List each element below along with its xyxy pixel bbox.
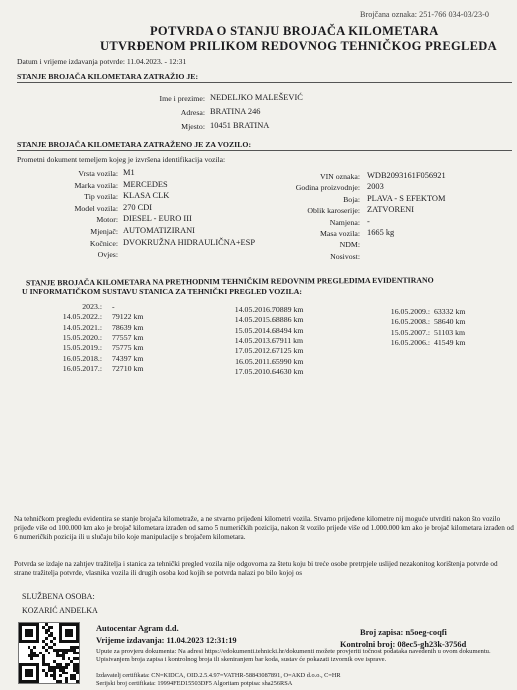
history-date: 14.05.2015.: bbox=[234, 315, 274, 325]
history-km: 72710 km bbox=[112, 363, 144, 373]
vehicle-field-label: Motor: bbox=[96, 215, 118, 225]
vehicle-field-label: Godina proizvodnje: bbox=[295, 183, 360, 193]
vehicle-field-value: - bbox=[367, 216, 370, 226]
history-km: - bbox=[112, 302, 115, 311]
history-km: 58640 km bbox=[434, 317, 466, 327]
vehicle-field-label: Kočnice: bbox=[89, 238, 118, 248]
vehicle-field-value: DVOKRUŽNA HIDRAULIČNA+ESP bbox=[123, 237, 255, 247]
history-km: 74397 km bbox=[112, 353, 144, 363]
certificate-serial: Serijski broj certifikata: 19994FED15503DF5 Algoritam potpisa: sha256RSA bbox=[96, 680, 293, 687]
history-date: 2023.: bbox=[82, 302, 102, 311]
history-km: 77557 km bbox=[112, 332, 144, 342]
vehicle-field-value: DIESEL - EURO III bbox=[123, 214, 192, 224]
vehicle-field-value: AUTOMATIZIRANI bbox=[123, 226, 195, 235]
history-date: 14.05.2013.: bbox=[234, 335, 274, 345]
history-km: 79122 km bbox=[112, 312, 144, 322]
document-title-line1: POTVRDA O STANJU BROJAČA KILOMETARA bbox=[150, 24, 439, 38]
history-date: 17.05.2010.: bbox=[234, 366, 274, 376]
vehicle-field-value: 1665 kg bbox=[367, 228, 395, 237]
vehicle-field-label: Boja: bbox=[343, 194, 360, 204]
history-date: 14.05.2021.: bbox=[62, 322, 102, 332]
section-divider bbox=[17, 82, 512, 83]
history-km: 78639 km bbox=[112, 322, 144, 332]
vehicle-field-label: NDM: bbox=[339, 240, 360, 250]
control-number: Kontrolni broj: 08ec5-gh23k-3756d bbox=[340, 640, 467, 649]
official-name: KOZARIĆ ANĐELKA bbox=[22, 606, 98, 615]
address-value: BRATINA 246 bbox=[210, 107, 261, 116]
history-km: 68494 km bbox=[272, 325, 304, 335]
vehicle-field-label: Ovjes: bbox=[97, 250, 118, 260]
history-title-line1: STANJE BROJAČA KILOMETARA NA PRETHODNIM TEHNIČKIM REDOVNIM PREGLEDIMA EVIDENTIRANO bbox=[25, 275, 434, 288]
history-date: 16.05.2017.: bbox=[62, 363, 102, 373]
note-paragraph-2: Potvrda se izdaje na zahtjev tražitelja i stanica za tehnički pregled vozila nije odgovorna za štetu koju bi treće osobe pretrpjele uslijed nezakonitog korištenja potvrde od strane tražitelja potvrde, vlasnika vozila ili drugih osoba kod kojih se potvrda nalazi po bilo kojoj os bbox=[14, 560, 498, 578]
history-km: 68886 km bbox=[272, 315, 304, 325]
requester-section-title: STANJE BROJAČA KILOMETARA ZATRAŽIO JE: bbox=[17, 72, 199, 81]
history-date: 15.05.2007.: bbox=[390, 327, 430, 337]
vehicle-field-value: ZATVORENI bbox=[367, 205, 414, 215]
history-km: 67125 km bbox=[272, 346, 304, 356]
vehicle-section-title: STANJE BROJAČA KILOMETARA ZATRAŽENO JE ZA VOZILO: bbox=[17, 140, 252, 149]
qr-code bbox=[18, 622, 80, 684]
history-date: 15.05.2014.: bbox=[234, 325, 274, 335]
history-date: 16.05.2006.: bbox=[390, 337, 430, 347]
history-km: 75775 km bbox=[112, 343, 144, 353]
history-km: 64630 km bbox=[272, 366, 304, 376]
vehicle-field-value: 270 CDI bbox=[123, 202, 153, 212]
vehicle-field-label: Marka vozila: bbox=[74, 180, 118, 190]
history-km: 41549 km bbox=[434, 337, 466, 347]
company-name: Autocentar Agram d.d. bbox=[96, 624, 179, 633]
issue-time: Vrijeme izdavanja: 11.04.2023 12:31:19 bbox=[96, 636, 237, 645]
vehicle-field-label: Tip vozila: bbox=[84, 192, 118, 202]
vehicle-field-value: PLAVA - S EFEKTOM bbox=[367, 193, 446, 203]
history-date: 15.05.2020.: bbox=[62, 332, 102, 342]
vehicle-field-value: M1 bbox=[123, 168, 135, 177]
vehicle-field-value: WDB2093161F056921 bbox=[367, 171, 446, 180]
history-km: 51103 km bbox=[434, 327, 466, 337]
history-title-line2: U INFORMATIČKOM SUSTAVU STANICA ZA TEHNIČKI PREGLED VOZILA: bbox=[22, 287, 302, 296]
vehicle-field-label: Masa vozila: bbox=[319, 229, 360, 238]
vehicle-field-label: Model vozila: bbox=[74, 203, 118, 213]
record-number: Broj zapisa: n5oeg-coqfi bbox=[360, 628, 447, 637]
vehicle-field-label: VIN oznaka: bbox=[319, 172, 360, 181]
vehicle-field-value: MERCEDES bbox=[123, 179, 168, 189]
vehicle-field-label: Oblik karoserije: bbox=[307, 206, 360, 216]
vehicle-field-label: Nosivost: bbox=[330, 251, 360, 261]
official-label: SLUŽBENA OSOBA: bbox=[22, 592, 95, 601]
history-date: 14.05.2016.: bbox=[234, 305, 274, 314]
vehicle-field-value: 2003 bbox=[367, 182, 384, 192]
history-date: 15.05.2019.: bbox=[62, 343, 102, 353]
vehicle-intro: Prometni dokument temeljem kojeg je izvršena identifikacija vozila: bbox=[17, 155, 226, 164]
history-date: 16.05.2009.: bbox=[390, 307, 430, 316]
document-title-line2: UTVRĐENOM PRILIKOM REDOVNOG TEHNIČKOG PREGLEDA bbox=[100, 39, 497, 53]
note-paragraph-1: Na tehničkom pregledu evidentira se stanje brojača kilometraže, a ne stvarno prijeđeni kilometri vozila. Stvarno prijeđene kilometre nij moguće utvrditi nakon što vozilo prijeđe više od 100.000 km ako je brojač kilometara izrađen od samo 5 numeričkih pozicija, nakon št vozilo prijeđe više od 1.000.000 km ako je brojač kilometara izrađen od 6 numeričkih pozicija ili u slučaju bilo koje manipulacije s brojačem kilometara. bbox=[14, 515, 514, 542]
name-label: Ime i prezime: bbox=[159, 94, 205, 103]
vehicle-field-label: Vrsta vozila: bbox=[78, 169, 118, 178]
vehicle-field-label: Namjena: bbox=[329, 217, 360, 227]
place-value: 10451 BRATINA bbox=[210, 121, 270, 130]
history-km: 70889 km bbox=[272, 305, 304, 314]
history-date: 17.05.2012.: bbox=[234, 346, 274, 356]
history-date: 16.05.2018.: bbox=[62, 353, 102, 363]
name-value: NEDELJKO MALEŠEVIĆ bbox=[210, 93, 303, 102]
history-km: 63332 km bbox=[434, 307, 466, 316]
history-km: 67911 km bbox=[272, 335, 304, 345]
section-divider bbox=[17, 150, 512, 151]
history-date: 14.05.2022.: bbox=[62, 312, 102, 322]
vehicle-field-value: KLASA CLK bbox=[123, 191, 170, 201]
place-label: Mjesto: bbox=[181, 122, 205, 131]
verify-instructions: Upute za provjeru dokumenta: Na adresi https://edokumenti.tehnicki.hr/dokumenti možete provjeriti točnost podataka navedenih u ovom dokumentu. Upisivanjem broja zapisa i kontrolnog broja ili skeniranjem bar koda, sustav će pokazati izvornik ove isprave. bbox=[96, 648, 491, 663]
certificate-issuer: Izdavatelj certifikata: CN=KIDCA, OID.2.5.4.97=VATHR-58843087891, O=AKD d.o.o., C=HR bbox=[96, 672, 341, 679]
issue-date: Datum i vrijeme izdavanja potvrde: 11.04.2023. - 12:31 bbox=[17, 57, 187, 66]
vehicle-field-label: Mjenjač: bbox=[90, 227, 118, 236]
history-km: 65990 km bbox=[272, 356, 304, 366]
history-date: 16.05.2008.: bbox=[390, 317, 430, 327]
address-label: Adresa: bbox=[180, 108, 205, 117]
barcode-reference: Brojčana oznaka: 251-766 034-03/23-0 bbox=[360, 10, 489, 19]
history-date: 16.05.2011.: bbox=[235, 356, 274, 366]
